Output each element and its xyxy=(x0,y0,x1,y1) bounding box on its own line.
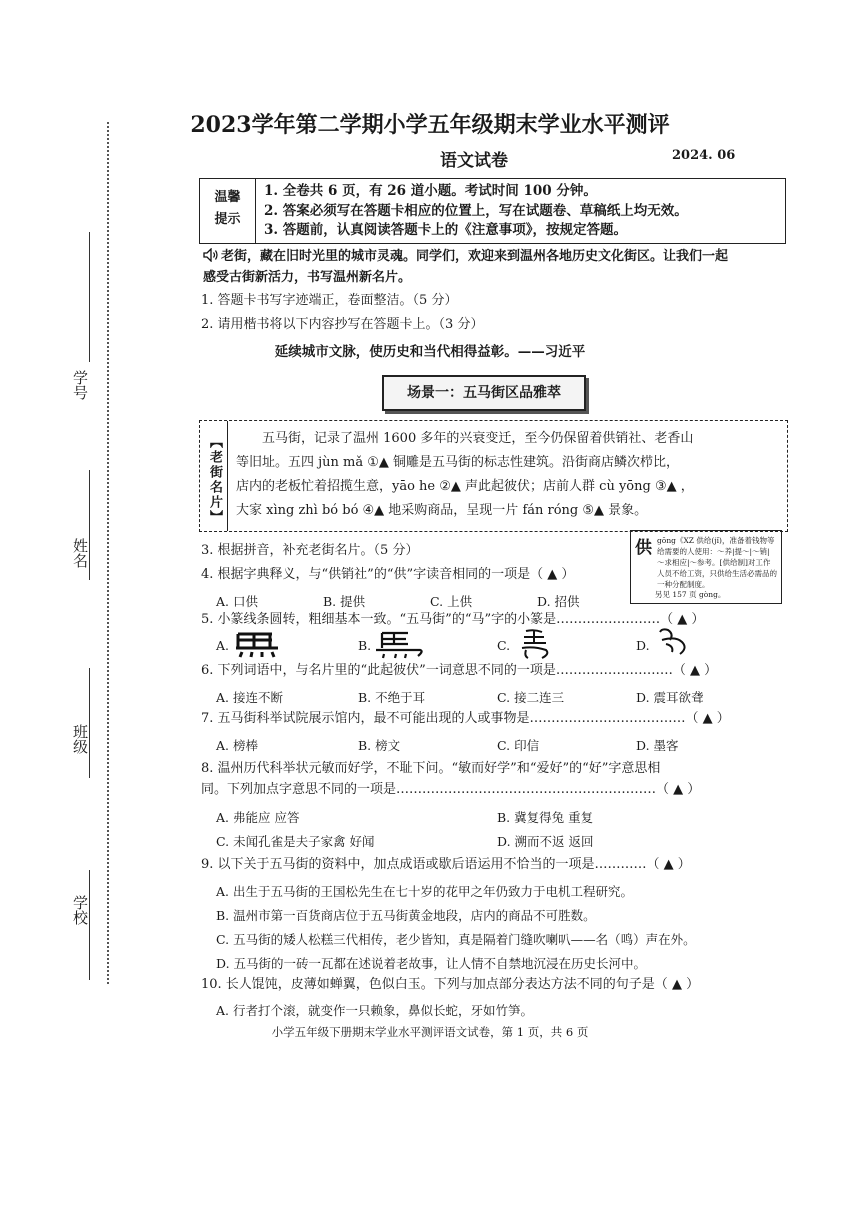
q4-option-b[interactable]: B. 提供 xyxy=(323,594,366,609)
q7-option-d[interactable]: D. 墨客 xyxy=(636,738,679,753)
q6-option-b[interactable]: B. 不绝于耳 xyxy=(358,690,426,705)
seal-script-horse-c xyxy=(512,628,556,660)
intro-text xyxy=(203,246,783,288)
seal-script-horse-d xyxy=(652,626,700,658)
question-9: 9. 以下关于五马街的资料中，加点成语或歇后语运用不恰当的一项是…………（ ▲ ） xyxy=(201,857,691,872)
q9-option-a[interactable]: A. 出生于五马街的王国松先生在七十岁的花甲之年仍致力于电机工程研究。 xyxy=(216,884,633,899)
speaker-icon xyxy=(203,248,219,262)
notice-label-line2: 提示 xyxy=(214,212,241,227)
dict-ref: 另见 157 页 gòng。 xyxy=(655,590,726,599)
exam-date: 2024. 06 xyxy=(672,148,736,163)
q4-option-c[interactable]: C. 上供 xyxy=(430,594,473,609)
notice-box xyxy=(199,178,786,244)
dictionary-box xyxy=(630,530,782,604)
q5-option-b[interactable]: B. xyxy=(358,638,372,653)
xingming-label: 姓名 xyxy=(71,538,89,568)
seal-script-horse-a xyxy=(232,630,288,658)
question-8-line1: 8. 温州历代科举状元敏而好学，不耻下问。“敏而好学”和“爱好”的“好”字意思相 xyxy=(201,761,661,776)
quote-text: 延续城市文脉，使历史和当代相得益彰。——习近平 xyxy=(274,344,586,360)
q4-option-a[interactable]: A. 口供 xyxy=(216,594,258,609)
q8-option-d[interactable]: D. 溯而不返 返回 xyxy=(497,834,594,849)
q8-option-a[interactable]: A. 弗能应 应答 xyxy=(216,810,300,825)
notice-lines xyxy=(264,182,688,241)
q9-option-b[interactable]: B. 温州市第一百货商店位于五马街黄金地段，店内的商品不可胜数。 xyxy=(216,908,596,923)
question-3: 3. 根据拼音，补充老街名片。（5 分） xyxy=(201,543,419,558)
xuexiao-blank xyxy=(89,870,90,980)
question-5: 5. 小篆线条圆转，粗细基本一致。“五马街”的“马”字的小篆是……………………（ ▲ ） xyxy=(201,612,705,627)
q6-option-a[interactable]: A. 接连不断 xyxy=(216,690,283,705)
question-1: 1. 答题卡书写字迹端正，卷面整洁。（5 分） xyxy=(201,293,458,308)
question-6: 6. 下列词语中，与名片里的“此起彼伏”一词意思不同的一项是………………………（ ▲ ） xyxy=(201,663,718,678)
page-footer: 小学五年级下册期末学业水平测评语文试卷，第 1 页，共 6 页 xyxy=(271,1025,589,1039)
xuexiao-label: 学校 xyxy=(71,895,89,925)
question-2: 2. 请用楷书将以下内容抄写在答题卡上。（3 分） xyxy=(201,317,484,332)
banji-label: 班级 xyxy=(71,724,89,754)
q5-option-a[interactable]: A. xyxy=(216,638,230,653)
q8-option-b[interactable]: B. 冀复得兔 重复 xyxy=(497,810,594,825)
notice-label-line1: 温馨 xyxy=(214,190,241,205)
intro-line1: 老街，藏在旧时光里的城市灵魂。同学们，欢迎来到温州各地历史文化街区。让我们一起 xyxy=(221,249,729,264)
q7-option-c[interactable]: C. 印信 xyxy=(497,738,540,753)
notice-line: 2. 答案必须写在答题卡相应的位置上，写在试题卷、草稿纸上均无效。 xyxy=(264,202,688,219)
q10-option-a[interactable]: A. 行者打个滚，就变作一只赖象，鼻似长蛇，牙如竹笋。 xyxy=(216,1003,533,1018)
question-10: 10. 长人馄饨，皮薄如蝉翼，色似白玉。下列与加点部分表达方法不同的句子是（ ▲ ） xyxy=(201,977,700,992)
question-8-line2: 同。下列加点字意思不同的一项是……………………………………………………（ ▲ ） xyxy=(201,782,701,797)
q9-option-d[interactable]: D. 五马街的一砖一瓦都在述说着老故事，让人情不自禁地沉浸在历史长河中。 xyxy=(216,956,647,971)
q6-option-c[interactable]: C. 接二连三 xyxy=(497,690,565,705)
q7-option-b[interactable]: B. 榜文 xyxy=(358,738,401,753)
q6-option-d[interactable]: D. 震耳欲聋 xyxy=(636,690,704,705)
card-text xyxy=(236,427,781,523)
intro-line2: 感受古街新活力，书写温州新名片。 xyxy=(203,270,412,285)
card-divider xyxy=(227,421,228,531)
question-4: 4. 根据字典释义，与“供销社”的“供”字读音相同的一项是（ ▲ ） xyxy=(201,567,575,582)
card-line: 大家 xìng zhì bó bó ④▲ 地采购商品，呈现一片 fán róng ⑤▲ 景象。 xyxy=(236,503,648,518)
card-label: 【老街名片】 xyxy=(207,435,222,525)
dict-text: gōng《XZ 供给(jǐ)，准备着钱物等给需要的人使用：～养|提～|～销|～求相应|～参考。[供给制]对工作人员不给工资，只供给生活必需品的一种分配制度。 xyxy=(657,536,777,589)
question-7: 7. 五马街科举试院展示馆内，最不可能出现的人或事物是………………………………（ ▲ ） xyxy=(201,711,730,726)
q5-option-d[interactable]: D. xyxy=(636,638,650,653)
card-line: 五马街，记录了温州 1600 多年的兴衰变迁，至今仍保留着供销社、老香山 xyxy=(262,431,694,446)
q4-option-d[interactable]: D. 招供 xyxy=(537,594,580,609)
notice-label xyxy=(200,179,256,243)
binding-dotted-line xyxy=(107,122,109,984)
dict-char: 供 xyxy=(635,538,652,558)
notice-line: 3. 答题前，认真阅读答题卡上的《注意事项》，按规定答题。 xyxy=(264,222,628,238)
exam-subtitle: 语文试卷 xyxy=(440,151,508,171)
q5-option-c[interactable]: C. xyxy=(497,638,511,653)
xuehao-label: 学号 xyxy=(71,370,89,400)
card-line: 等旧址。五四 jùn mǎ ①▲ 铜雕是五马街的标志性建筑。沿街商店鳞次栉比， xyxy=(236,455,680,470)
scene-banner: 场景一：五马街区品雅萃 xyxy=(382,375,586,411)
exam-title: 2023学年第二学期小学五年级期末学业水平测评 xyxy=(190,112,670,138)
q9-option-c[interactable]: C. 五马街的矮人松糕三代相传，老少皆知，真是隔着门缝吹喇叭——名（鸣）声在外。 xyxy=(216,932,696,947)
banji-blank xyxy=(89,668,90,778)
seal-script-horse-b xyxy=(372,630,426,660)
q8-option-c[interactable]: C. 未闻孔雀是夫子家禽 好闻 xyxy=(216,834,375,849)
card-line: 店内的老板忙着招揽生意，yāo he ②▲ 声此起彼伏；店前人群 cù yōng ③▲ ， xyxy=(236,479,694,494)
street-card xyxy=(199,420,788,532)
q7-option-a[interactable]: A. 榜棒 xyxy=(216,738,258,753)
notice-line: 1. 全卷共 6 页，有 26 道小题。考试时间 100 分钟。 xyxy=(264,183,597,199)
